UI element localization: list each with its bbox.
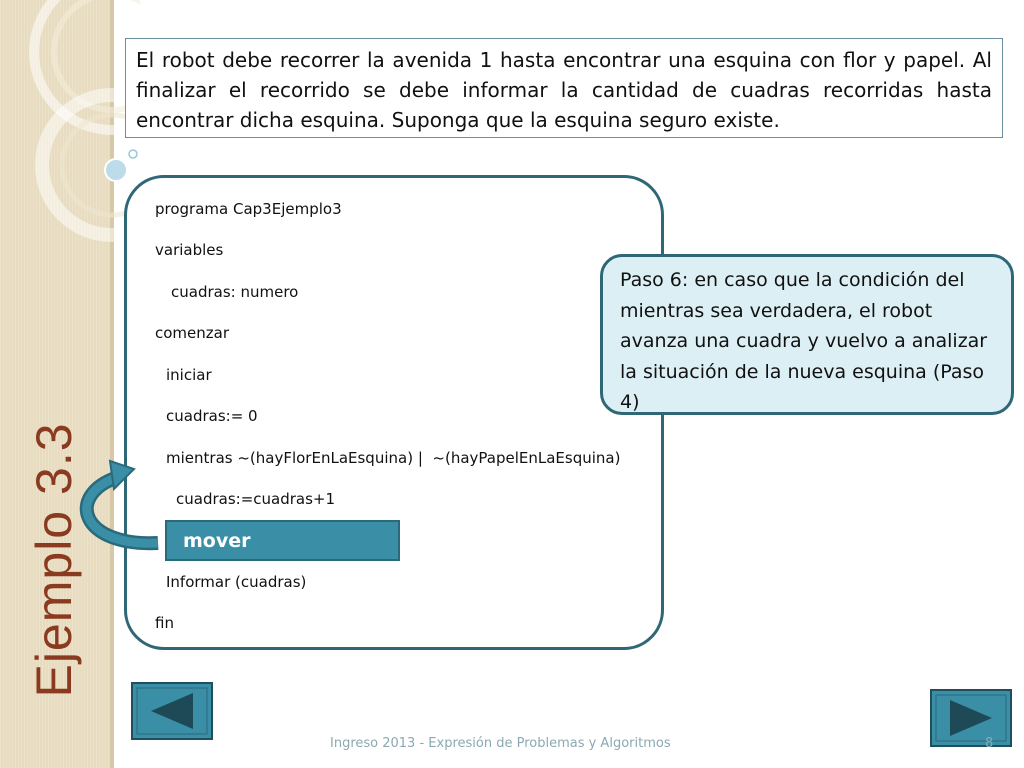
- next-slide-button[interactable]: [930, 689, 1012, 747]
- code-line-begin: comenzar: [155, 324, 230, 342]
- sidebar-edge: [110, 0, 114, 768]
- code-line-assign: cuadras:= 0: [166, 407, 258, 425]
- slide-number: 8: [985, 736, 994, 751]
- triangle-right-icon: [932, 691, 1010, 745]
- highlighted-step-mover: mover: [165, 520, 400, 561]
- code-line-program: programa Cap3Ejemplo3: [155, 200, 342, 218]
- code-line-variables: variables: [155, 241, 224, 259]
- code-line-report: Informar (cuadras): [166, 573, 307, 591]
- slide-title: Ejemplo 3.3: [26, 422, 82, 698]
- code-line-while: mientras ~(hayFlorEnLaEsquina) | ~(hayPapelEnLaEsquina): [166, 449, 621, 467]
- code-line-end: fin: [155, 614, 174, 632]
- problem-statement: El robot debe recorrer la avenida 1 hasta encontrar una esquina con flor y papel. Al finalizar el recorrido se debe informar la cantidad de cuadras recorridas hasta encontrar dicha esquina. Suponga que la esquina seguro existe.: [125, 38, 1003, 138]
- code-line-init: iniciar: [166, 366, 212, 384]
- previous-slide-button[interactable]: [131, 682, 213, 740]
- triangle-left-icon: [133, 684, 211, 738]
- explanation-callout: Paso 6: en caso que la condición del mientras sea verdadera, el robot avanza una cuadra y vuelvo a analizar la situación de la nueva esquina (Paso 4): [600, 254, 1014, 415]
- footer-text: Ingreso 2013 - Expresión de Problemas y Algoritmos: [330, 736, 671, 751]
- code-line-increment: cuadras:=cuadras+1: [176, 490, 336, 508]
- code-line-declaration: cuadras: numero: [171, 283, 299, 301]
